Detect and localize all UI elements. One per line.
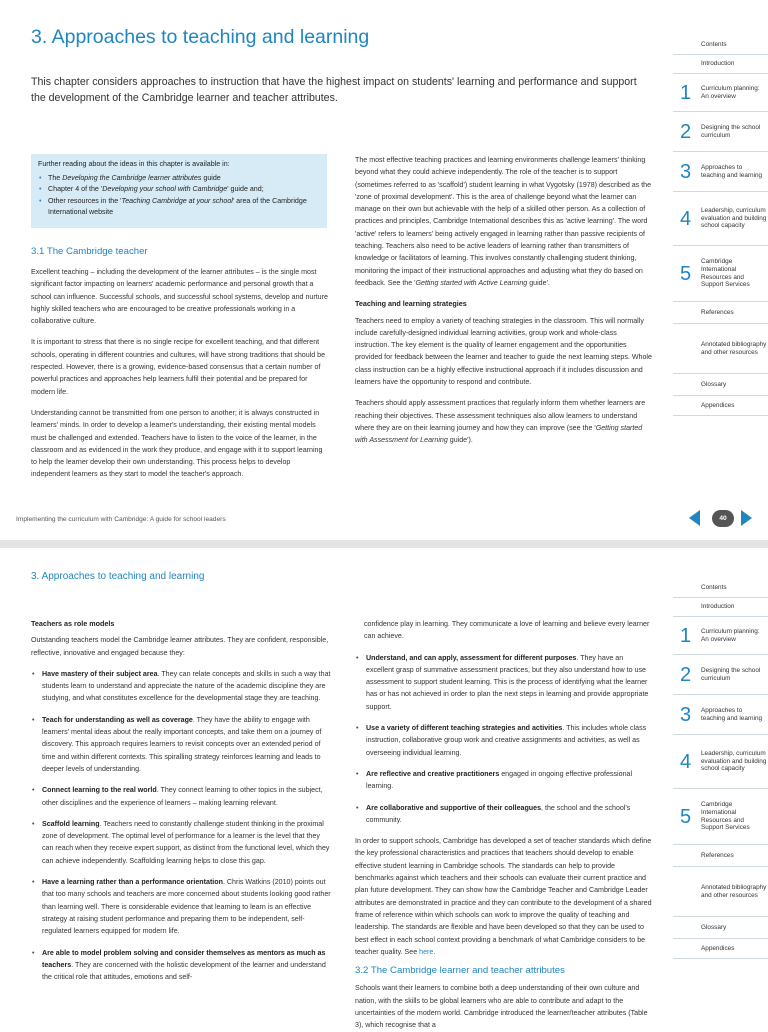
sidebar-item-glossary[interactable]: Glossary — [673, 374, 768, 396]
sidebar-item-glossary[interactable]: Glossary — [673, 917, 768, 939]
sidebar-item-bibliography[interactable]: Annotated bibliography and other resources — [673, 867, 768, 917]
sidebar-item-chapter-2[interactable]: 2 Designing the school curriculum — [673, 655, 768, 695]
further-reading-item[interactable]: • Other resources in the 'Teaching Cambridge at your school' area of the Cambridge International website — [38, 196, 320, 219]
list-item: • Understand, and can apply, assessment for different purposes. They have an excellent grasp of summative assessment practices, but they also understand how to use assessment to support student learning. This is the process of identifying what the learner has or has not achieved in order to plan the next steps in learning and provide appropriate support. — [355, 652, 653, 713]
left-column — [31, 266, 328, 490]
paragraph: Schools want their learners to combine both a deep understanding of their own culture and nation, with the skills to be global learners who are able to contribute and adapt to the uncertainties of the modern world. Cambridge introduced the learner/teacher attributes (Table 3), which recognise that a — [355, 984, 648, 1030]
right-column — [355, 154, 653, 456]
sidebar-item-chapter-2[interactable]: 2 Designing the school curriculum — [673, 112, 768, 152]
chapter-intro: This chapter considers approaches to instruction that have the highest impact on students' learning and performance and support the development of the Cambridge learner and teacher attributes. — [31, 76, 637, 104]
paragraph: Teachers need to employ a variety of teaching strategies in the classroom. This will normally include carefully-designed individual learning activities, group work and whole-class instruction. The key element is the quality of learner engagement and the opportunities provided for feedback between the learner and teacher to guide the next learning steps. Whole class instruction can be a highly effective instructional approach if it includes discussion and learners have the opportunity to respond and contribute. — [355, 316, 652, 387]
further-reading-item[interactable]: • Chapter 4 of the 'Developing your school with Cambridge' guide and; — [38, 184, 320, 196]
subheading-strategies: Teaching and learning strategies — [355, 299, 467, 309]
sidebar-item-appendices[interactable]: Appendices — [673, 939, 768, 959]
page-footer: Implementing the curriculum with Cambridge: A guide for school leaders — [16, 516, 226, 523]
chapter-title: 3. Approaches to teaching and learning — [31, 26, 370, 48]
chapter-sidebar — [673, 579, 768, 959]
guide-link[interactable]: Getting started with Assessment for Learning — [355, 423, 643, 445]
paragraph: confidence play in learning. They communicate a love of learning and believe every learner can achieve. — [364, 620, 650, 641]
sidebar-item-introduction[interactable]: Introduction — [673, 598, 768, 617]
sidebar-item-chapter-5[interactable]: 5 Cambridge International Resources and Support Services — [673, 246, 768, 302]
attribute-list — [31, 668, 331, 984]
page-divider — [0, 540, 768, 548]
next-page-arrow-icon[interactable] — [741, 510, 752, 526]
section-heading-3-2: 3.2 The Cambridge learner and teacher attributes — [355, 965, 565, 977]
attribute-list — [355, 652, 653, 827]
chapter-title: 3. Approaches to teaching and learning — [31, 571, 205, 582]
page-number-badge: 40 — [712, 510, 734, 527]
sidebar-item-chapter-4[interactable]: 4 Leadership, curriculum evaluation and building school capacity — [673, 192, 768, 246]
subheading-role-models: Teachers as role models — [31, 619, 115, 628]
left-column — [31, 618, 331, 992]
list-item: • Have mastery of their subject area. They can relate concepts and skills in such a way that students learn to understand and appreciate the nature of the academic discipline they are studying, and what constitutes excellence for the developmental stage they are teaching. — [31, 668, 331, 705]
paragraph: Teachers should apply assessment practices that regularly inform them whether learners are reaching their objectives. These assessment techniques also allow learners to understand where they are on their learning journey and how they can improve (see the 'Getting started with Assessment for Learning guide'). — [355, 399, 646, 445]
paragraph: Excellent teaching – including the development of the learner attributes – is the single most significant factor impacting on learners' academic performance and personal growth that a school can influence. Successful schools, and successful school systems, develop and nurture highly skilled teachers who are encouraged to be creative professionals working in a collaborative culture. — [31, 268, 328, 326]
section-heading-3-1: 3.1 The Cambridge teacher — [31, 246, 148, 257]
sidebar-item-contents[interactable]: Contents — [673, 36, 768, 55]
list-item: • Scaffold learning. Teachers need to constantly challenge student thinking in the proximal zone of development. The optimal level of performance for a learner is the level that they can reach when they receive expert support, as distinct from the functional level, which they can achieve independently. Scaffolding learning helps to close this gap. — [31, 818, 331, 867]
list-item: • Have a learning rather than a performance orientation. Chris Watkins (2010) points out that too many schools and teachers are more concerned about students looking good rather than learning well. There is considerable evidence that learning to learn is an effective strategy at raising student performance and preparing them to be independent, self-regulated learners equipped for modern life. — [31, 876, 331, 937]
sidebar-item-bibliography[interactable]: Annotated bibliography and other resources — [673, 324, 768, 374]
paragraph: In order to support schools, Cambridge has developed a set of teacher standards which define the key professional characteristics and practices that teachers should develop to enable effective student learning in Cambridge schools. The standards can help to provide benchmarks against which teachers and their schools can evaluate their current practice and plan future development. They can show how the Cambridge Teacher and Cambridge Leader attributes are demonstrated in practice and they can contribute to the development of a shared frame of reference within which schools can work to improve the quality of teaching and leadership. The standards are flexible and have been developed so that they can be used to best effect in each school context providing a benchmark of what Cambridge considers to be teacher quality. See here. — [355, 837, 652, 956]
list-item: • Use a variety of different teaching strategies and activities. This includes whole class instruction, collaborative group work and creative assignments and activities, as well as overseeing individual learning. — [355, 722, 653, 759]
list-item: • Are able to model problem solving and consider themselves as mentors as much as teachers. They are concerned with the holistic development of the learner and understand the critical role that attitudes, emotions and self- — [31, 947, 331, 984]
list-item: • Are reflective and creative practitioners engaged in ongoing effective professional learning. — [355, 768, 653, 793]
list-item: • Are collaborative and supportive of their colleagues, the school and the school's community. — [355, 802, 653, 827]
sidebar-item-chapter-1[interactable]: 1 Curriculum planning: An overview — [673, 74, 768, 112]
further-reading-heading: Further reading about the ideas in this chapter is available in: — [38, 160, 230, 168]
sidebar-item-appendices[interactable]: Appendices — [673, 396, 768, 416]
further-reading-item[interactable]: • The Developing the Cambridge learner attributes guide — [38, 173, 320, 185]
sidebar-item-chapter-4[interactable]: 4 Leadership, curriculum evaluation and building school capacity — [673, 735, 768, 789]
guide-link[interactable]: Getting started with Active Learning — [415, 278, 528, 287]
sidebar-item-chapter-3[interactable]: 3 Approaches to teaching and learning — [673, 695, 768, 735]
sidebar-item-chapter-3[interactable]: 3 Approaches to teaching and learning — [673, 152, 768, 192]
list-item: • Connect learning to the real world. They connect learning to other topics in the subject, other disciplines and the experience of learners – making learning relevant. — [31, 784, 331, 809]
teacher-standards-link[interactable]: here — [419, 947, 434, 956]
right-column — [355, 618, 653, 1030]
paragraph: It is important to stress that there is no single recipe for excellent teaching, and that different schools, operating in different countries and cultures, will have strong traditions that should be respected. However, there is a growing, evidence-based consensus that a certain number of powerful practices and approaches help learners fulfil their potential and be prepared for modern life. — [31, 338, 326, 396]
sidebar-item-chapter-1[interactable]: 1 Curriculum planning: An overview — [673, 617, 768, 655]
paragraph: The most effective teaching practices and learning environments challenge learners' thinking beyond what they could achieve independently. The role of the teacher is to support (sometimes referred to as 'scaffold') student learning in what Vygotsky (1978) described as the 'zone of proximal development'. This is the area of challenge beyond what the learner can manage on their own but achievable with the help of a skilled other person. As a collection of practices and principles, Cambridge International describes this as 'active learning'. The word 'active' refers to learners' being actively engaged in learning rather than passive recipients of teaching. Teachers also need to be active leaders of learning rather than transmitters of knowledge or facilitators of learning. This involves constantly challenging student thinking, monitoring the impact of their instructional approaches and adjusting what they do based on feedback. See the 'Getting started with Active Learning guide'. — [355, 156, 652, 287]
sidebar-item-chapter-5[interactable]: 5 Cambridge International Resources and Support Services — [673, 789, 768, 845]
further-reading-box — [31, 154, 327, 228]
sidebar-item-contents[interactable]: Contents — [673, 579, 768, 598]
chapter-sidebar — [673, 36, 768, 416]
sidebar-item-introduction[interactable]: Introduction — [673, 55, 768, 74]
previous-page-arrow-icon[interactable] — [689, 510, 700, 526]
sidebar-item-references[interactable]: References — [673, 302, 768, 324]
list-item: • Teach for understanding as well as coverage. They have the ability to engage with learners' mental ideas about the really important concepts, and take them on a journey of discovery. This approach requires learners to revisit concepts over an extended period of time and within different contexts. This spiralling strategy reinforces learning and leads to deeper levels of understanding. — [31, 714, 331, 775]
paragraph: Outstanding teachers model the Cambridge learner attributes. They are confident, responsible, reflective, innovative and engaged because they: — [31, 636, 329, 657]
sidebar-item-references[interactable]: References — [673, 845, 768, 867]
paragraph: Understanding cannot be transmitted from one person to another; it is always constructed in learners' minds. In order to develop a learner's understanding, their existing mental models must be challenged and extended. Teachers have to listen to the voice of the learner, in the classroom and as evidenced in the work they produce, and engage with it to support learning to help the learner develop their own understanding. This process helps to develop independent learners as they start to model the teacher's approach. — [31, 408, 323, 479]
